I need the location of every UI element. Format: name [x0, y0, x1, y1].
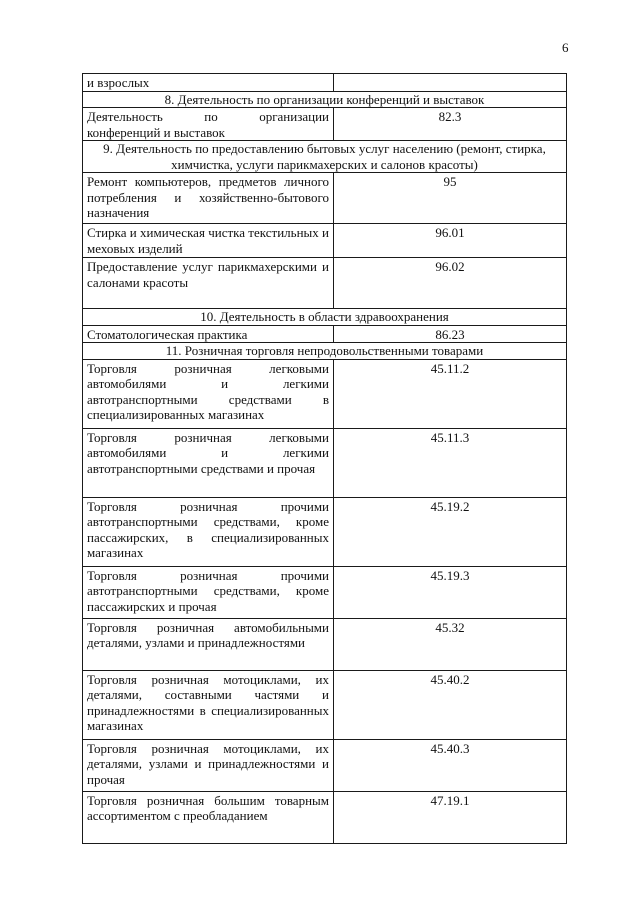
- activity-codes-table: [82, 73, 567, 844]
- activity-code: 45.40.3: [334, 739, 567, 791]
- activity-name: Торговля розничная легковыми автомобилями и легкими автотранспортными средствами в специализированных магазинах: [83, 359, 334, 428]
- activity-code: 45.32: [334, 618, 567, 670]
- activity-name: Ремонт компьютеров, предметов личного потребления и хозяйственно-бытового назначения: [83, 173, 334, 224]
- section-heading-row: [83, 309, 567, 326]
- section-heading-row: [83, 343, 567, 360]
- activity-code: 96.01: [334, 224, 567, 258]
- table-row: [83, 791, 567, 843]
- table-row: [83, 739, 567, 791]
- table-row: [83, 359, 567, 428]
- table-row: [83, 497, 567, 566]
- page-number: 6: [562, 40, 569, 55]
- activity-name: Предоставление услуг парикмахерскими и салонами красоты: [83, 258, 334, 309]
- activity-name: Торговля розничная прочими автотранспортными средствами, кроме пассажирских, в специализированных магазинах: [83, 497, 334, 566]
- table-row: [83, 173, 567, 224]
- activity-code: 96.02: [334, 258, 567, 309]
- activity-code: 47.19.1: [334, 791, 567, 843]
- section-heading: 10. Деятельность в области здравоохранения: [83, 309, 567, 326]
- activity-name: Стоматологическая практика: [83, 325, 334, 343]
- activity-code: 45.19.2: [334, 497, 567, 566]
- activity-code: 45.11.2: [334, 359, 567, 428]
- table-row: [83, 325, 567, 343]
- activity-code: 95: [334, 173, 567, 224]
- activity-name: Стирка и химическая чистка текстильных и меховых изделий: [83, 224, 334, 258]
- table-row: [83, 566, 567, 618]
- table-row: [83, 74, 567, 92]
- activity-code: [334, 74, 567, 92]
- activity-code: 86.23: [334, 325, 567, 343]
- table-row: [83, 108, 567, 141]
- activity-name: Торговля розничная большим товарным ассортиментом с преобладанием: [83, 791, 334, 843]
- section-heading-row: [83, 141, 567, 173]
- section-heading: 11. Розничная торговля непродовольственными товарами: [83, 343, 567, 360]
- table-row: [83, 258, 567, 309]
- table-row: [83, 618, 567, 670]
- activity-name: и взрослых: [83, 74, 334, 92]
- activity-code: 45.40.2: [334, 670, 567, 739]
- activity-code: 82.3: [334, 108, 567, 141]
- section-heading-row: [83, 91, 567, 108]
- activity-name: Торговля розничная мотоциклами, их деталями, узлами и принадлежностями и прочая: [83, 739, 334, 791]
- activity-name: Деятельность по организации конференций и выставок: [83, 108, 334, 141]
- section-heading: 9. Деятельность по предоставлению бытовых услуг населению (ремонт, стирка, химчистка, услуги парикмахерских и салонов красоты): [83, 141, 567, 173]
- table-row: [83, 224, 567, 258]
- activity-name: Торговля розничная автомобильными деталями, узлами и принадлежностями: [83, 618, 334, 670]
- table-row: [83, 670, 567, 739]
- table-row: [83, 428, 567, 497]
- activity-name: Торговля розничная прочими автотранспортными средствами, кроме пассажирских и прочая: [83, 566, 334, 618]
- activity-name: Торговля розничная легковыми автомобилями и легкими автотранспортными средствами и прочая: [83, 428, 334, 497]
- activity-code: 45.11.3: [334, 428, 567, 497]
- section-heading: 8. Деятельность по организации конференций и выставок: [83, 91, 567, 108]
- activity-name: Торговля розничная мотоциклами, их деталями, составными частями и принадлежностями в специализированных магазинах: [83, 670, 334, 739]
- activity-code: 45.19.3: [334, 566, 567, 618]
